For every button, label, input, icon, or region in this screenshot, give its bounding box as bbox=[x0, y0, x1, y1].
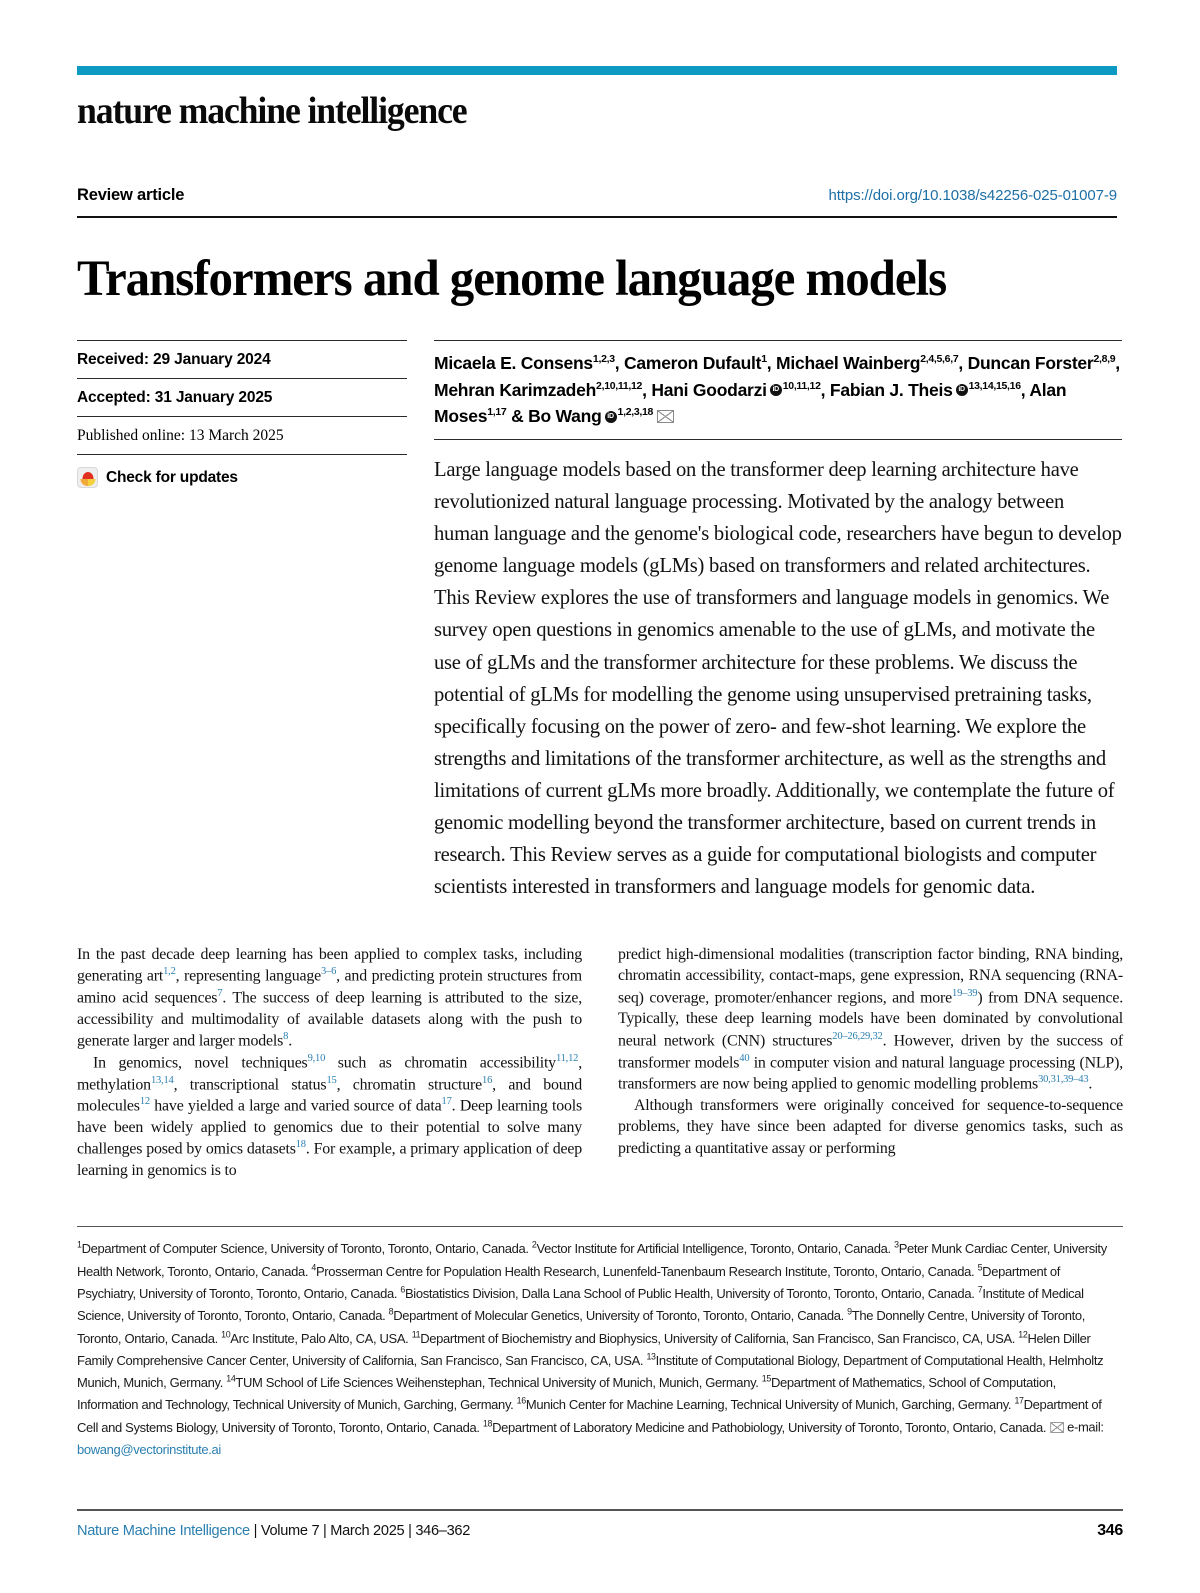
affiliation-text: Munich Center for Machine Learning, Technical University of Munich, Garching, Germany. bbox=[525, 1397, 1015, 1413]
sep: , bbox=[820, 379, 826, 400]
text-run: . For example, a primary application of deep learning in genomics is to bbox=[77, 1140, 582, 1179]
author-name: Cameron Dufault bbox=[624, 353, 762, 373]
citation-ref[interactable]: 40 bbox=[739, 1052, 750, 1064]
paragraph bbox=[618, 944, 1123, 1095]
masthead bbox=[77, 66, 1117, 130]
sep: , bbox=[642, 379, 647, 400]
affiliation-number: 15 bbox=[761, 1373, 771, 1384]
paragraph: Although transformers were originally conceived for sequence-to-sequence problems, they have since been adapted for diverse genomics tasks, such as predicting a quantitative assay or performing bbox=[618, 1096, 1123, 1157]
text-run: In the past decade deep learning has been applied to complex tasks, including generating art bbox=[77, 946, 582, 985]
affiliation-number: 13 bbox=[646, 1351, 656, 1362]
body-column-left bbox=[77, 944, 582, 1181]
text-run: ) from DNA sequence. Typically, these deep learning models have been dominated by convolutional neural network (CNN) structures bbox=[618, 989, 1123, 1050]
citation-ref[interactable]: 18 bbox=[295, 1139, 306, 1151]
citation-ref[interactable]: 9,10 bbox=[307, 1052, 326, 1064]
authors-and-abstract bbox=[434, 340, 1122, 904]
text-run: have yielded a large and varied source of data bbox=[149, 1097, 442, 1115]
affiliation-text: Arc Institute, Palo Alto, CA, USA. bbox=[230, 1330, 412, 1346]
citation-ref[interactable]: 1,2 bbox=[163, 966, 176, 978]
author-affiliation-refs: 10,11,12 bbox=[782, 379, 821, 392]
check-for-updates-label: Check for updates bbox=[106, 468, 238, 486]
citation-ref[interactable]: 17 bbox=[441, 1096, 452, 1108]
affiliation-number: 12 bbox=[1018, 1329, 1028, 1340]
body-columns bbox=[77, 944, 1123, 1181]
paragraph bbox=[77, 944, 582, 1052]
citation-ref[interactable]: 3–6 bbox=[320, 966, 337, 978]
publication-metadata bbox=[77, 340, 407, 497]
body-column-right bbox=[618, 944, 1123, 1181]
text-run: . bbox=[1088, 1075, 1093, 1093]
author-name: Alan Moses bbox=[434, 379, 1067, 427]
envelope-icon bbox=[1050, 1422, 1064, 1433]
text-run: , methylation bbox=[77, 1054, 582, 1093]
text-run: . However, driven by the success of transformer models bbox=[618, 1032, 1123, 1071]
brand-accent-rule bbox=[77, 66, 1117, 75]
published-date: Published online: 13 March 2025 bbox=[77, 427, 284, 444]
author-affiliation-refs: 1,2,3,18 bbox=[617, 406, 654, 419]
received-date: Received: 29 January 2024 bbox=[77, 351, 271, 368]
paragraph bbox=[77, 1052, 582, 1182]
affiliation-number: 11 bbox=[411, 1329, 421, 1340]
page-number: 346 bbox=[1097, 1522, 1123, 1539]
sep: , bbox=[1115, 353, 1120, 373]
author-affiliation-refs: 2,8,9 bbox=[1093, 353, 1116, 366]
text-run: . The success of deep learning is attributed to the size, accessibility and multimodality of available datasets along with the push to generate larger and larger models bbox=[77, 989, 582, 1050]
affiliation-text: Prosserman Centre for Population Health Research, Lunenfeld-Tanenbaum Research Institute, Toronto, Ontario, Canada. bbox=[315, 1263, 978, 1279]
footer-journal-name[interactable]: Nature Machine Intelligence bbox=[77, 1523, 250, 1539]
page-footer bbox=[77, 1522, 1123, 1540]
sep: , bbox=[1020, 379, 1026, 400]
affiliation-text: Peter Munk Cardiac Center, University Health Network, Toronto, Ontario, Canada. bbox=[77, 1241, 1107, 1279]
affiliation-number: 4 bbox=[311, 1262, 316, 1273]
text-run: such as chromatin accessibility bbox=[325, 1054, 556, 1072]
affiliation-number: 16 bbox=[516, 1396, 526, 1407]
author-name: Michael Wainberg bbox=[776, 353, 921, 373]
text-run: , chromatin structure bbox=[336, 1075, 483, 1093]
orcid-icon[interactable] bbox=[770, 384, 782, 396]
article-type-label: Review article bbox=[77, 186, 185, 204]
author-name: Micaela E. Consens bbox=[434, 353, 593, 373]
author-separator-amp: & bbox=[511, 406, 524, 427]
author-name: Bo Wang bbox=[528, 406, 602, 427]
citation-ref[interactable]: 11,12 bbox=[555, 1052, 579, 1064]
author-affiliation-refs: 2,4,5,6,7 bbox=[920, 353, 959, 366]
citation-ref[interactable]: 13,14 bbox=[150, 1074, 174, 1086]
check-for-updates-button[interactable] bbox=[77, 455, 407, 497]
text-run: , representing language bbox=[175, 967, 321, 985]
journal-masthead-title: nature machine intelligence bbox=[77, 90, 467, 132]
citation-ref[interactable]: 30,31,39–43 bbox=[1038, 1074, 1089, 1086]
text-run: in computer vision and natural language processing (NLP), transformers are now being applied to genomic modelling problems bbox=[618, 1053, 1123, 1093]
affiliation-number: 17 bbox=[1014, 1396, 1024, 1407]
affiliation-text: Department of Psychiatry, University of Toronto, Toronto, Ontario, Canada. bbox=[77, 1263, 1060, 1301]
footer-divider bbox=[77, 1509, 1123, 1511]
affiliation-text: The Donnelly Centre, University of Toronto, Toronto, Ontario, Canada. bbox=[77, 1308, 1086, 1346]
affiliation-text: Department of Mathematics, School of Computation, Information and Technology, Technical University of Munich, Garching, Germany. bbox=[77, 1375, 1056, 1413]
sep: , bbox=[614, 353, 620, 373]
affiliation-text: Department of Biochemistry and Biophysics, University of California, San Francisco, San Francisco, CA, USA. bbox=[420, 1330, 1019, 1346]
affiliation-number: 2 bbox=[531, 1240, 537, 1250]
affiliation-text: Department of Molecular Genetics, University of Toronto, Toronto, Ontario, Canada. bbox=[393, 1308, 848, 1324]
affiliation-text: Department of Laboratory Medicine and Pathobiology, University of Toronto, Toronto, Ontario, Canada. bbox=[492, 1419, 1050, 1435]
citation-ref[interactable]: 16 bbox=[482, 1074, 493, 1086]
doi-link[interactable]: https://doi.org/10.1038/s42256-025-01007-9 bbox=[828, 187, 1117, 204]
citation-ref[interactable]: 20–26,29,32 bbox=[832, 1030, 883, 1042]
footer-citation bbox=[77, 1523, 470, 1539]
affiliation-number: 5 bbox=[977, 1262, 983, 1273]
text-run: . bbox=[288, 1032, 292, 1050]
affiliation-number: 18 bbox=[482, 1418, 493, 1429]
affiliation-number: 8 bbox=[388, 1306, 394, 1317]
title-divider bbox=[77, 216, 1117, 218]
author-name: Hani Goodarzi bbox=[651, 379, 767, 400]
author-list bbox=[434, 341, 1122, 439]
sep: , bbox=[766, 353, 772, 373]
affiliation-text: Institute of Medical Science, University of Toronto, Toronto, Ontario, Canada. bbox=[77, 1285, 1084, 1324]
citation-ref[interactable]: 15 bbox=[326, 1074, 337, 1086]
page-title: Transformers and genome language models bbox=[77, 251, 947, 308]
email-label: e-mail: bbox=[1067, 1419, 1104, 1435]
text-run: , and predicting protein structures from amino acid sequences bbox=[77, 967, 582, 1007]
author-name: Duncan Forster bbox=[967, 353, 1094, 373]
affiliation-text: Department of Cell and Systems Biology, University of Toronto, Toronto, Ontario, Canada. bbox=[77, 1397, 1102, 1435]
affiliation-number: 14 bbox=[226, 1373, 236, 1384]
affiliation-number: 3 bbox=[894, 1240, 899, 1250]
citation-ref[interactable]: 7 bbox=[217, 988, 223, 1000]
citation-ref[interactable]: 12 bbox=[139, 1096, 150, 1108]
affiliation-number: 1 bbox=[77, 1240, 82, 1250]
text-run: . Deep learning tools have been widely applied to genomics due to their potential to solve many challenges posed by omics datasets bbox=[77, 1097, 582, 1158]
sep: , bbox=[958, 353, 963, 373]
affiliations-block bbox=[77, 1238, 1107, 1461]
author-name: Fabian J. Theis bbox=[829, 379, 953, 400]
affiliation-number: 7 bbox=[977, 1284, 983, 1295]
affiliation-number: 6 bbox=[400, 1284, 405, 1295]
crossmark-icon bbox=[77, 467, 98, 488]
author-affiliation-refs: 13,14,15,16 bbox=[968, 379, 1021, 392]
text-run: predict high-dimensional modalities (transcription factor binding, RNA binding, chromatin accessibility, contact-maps, gene expression, RNA sequencing (RNA-seq) coverage, promoter/enhancer regions, and more bbox=[618, 946, 1123, 1007]
affiliation-number: 10 bbox=[221, 1329, 231, 1340]
affiliation-text: Institute of Computational Biology, Department of Computational Health, Helmholtz Munich, Munich, Germany. bbox=[77, 1352, 1104, 1391]
author-affiliation-refs: 2,10,11,12 bbox=[596, 379, 643, 392]
text-run: , transcriptional status bbox=[173, 1075, 327, 1093]
affiliation-text: Department of Computer Science, University of Toronto, Toronto, Ontario, Canada. bbox=[81, 1241, 532, 1257]
affiliation-text: Vector Institute for Artificial Intelligence, Toronto, Ontario, Canada. bbox=[536, 1241, 895, 1257]
author-affiliation-refs: 1 bbox=[761, 353, 767, 366]
affiliation-number: 9 bbox=[847, 1306, 852, 1317]
affiliations-divider bbox=[77, 1226, 1123, 1227]
article-type-row bbox=[77, 186, 1117, 205]
corresponding-email-link[interactable]: bowang@vectorinstitute.ai bbox=[77, 1441, 221, 1457]
citation-ref[interactable]: 8 bbox=[283, 1031, 289, 1043]
orcid-icon[interactable] bbox=[956, 384, 968, 396]
envelope-icon[interactable] bbox=[657, 410, 674, 423]
footer-volume-info: | Volume 7 | March 2025 | 346–362 bbox=[249, 1523, 471, 1539]
affiliation-text: Helen Diller Family Comprehensive Cancer Center, University of California, San Francisco, San Francisco, CA, USA. bbox=[77, 1330, 1091, 1368]
citation-ref[interactable]: 19–39 bbox=[952, 987, 978, 999]
affiliation-text: TUM School of Life Sciences Weihenstephan, Technical University of Munich, Munich, Germany. bbox=[235, 1375, 762, 1391]
abstract-text: Large language models based on the transformer deep learning architecture have revolutionized natural language processing. Motivated by the analogy between human language and the genome's biological code, researchers have begun to develop genome language models (gLMs) based on transformers and related architectures. This Review explores the use of transformers and language models in genomics. We survey open questions in genomics amenable to the use of gLMs, and motivate the use of gLMs and the transformer architecture for these problems. We discuss the potential of gLMs for modelling the genome using unsupervised pretraining tasks, specifically focusing on the power of zero- and few-shot learning. We explore the strengths and limitations of the transformer architecture, as well as the strengths and limitations of current gLMs more broadly. Additionally, we contemplate the future of genomic modelling beyond the transformer architecture, based on current trends in research. This Review serves as a guide for computational biologists and computer scientists interested in transformers and language models for genomic data. bbox=[434, 458, 1122, 899]
affiliation-text: Biostatistics Division, Dalla Lana School of Public Health, University of Toronto, Toronto, Ontario, Canada. bbox=[404, 1285, 978, 1301]
accepted-date: Accepted: 31 January 2025 bbox=[77, 389, 273, 406]
author-affiliation-refs: 1,2,3 bbox=[592, 353, 615, 366]
orcid-icon[interactable] bbox=[605, 411, 617, 423]
text-run: In genomics, novel techniques bbox=[93, 1054, 308, 1072]
author-affiliation-refs: 1,17 bbox=[487, 406, 507, 419]
author-name: Mehran Karimzadeh bbox=[434, 379, 597, 400]
text-run: , and bound molecules bbox=[77, 1075, 583, 1115]
